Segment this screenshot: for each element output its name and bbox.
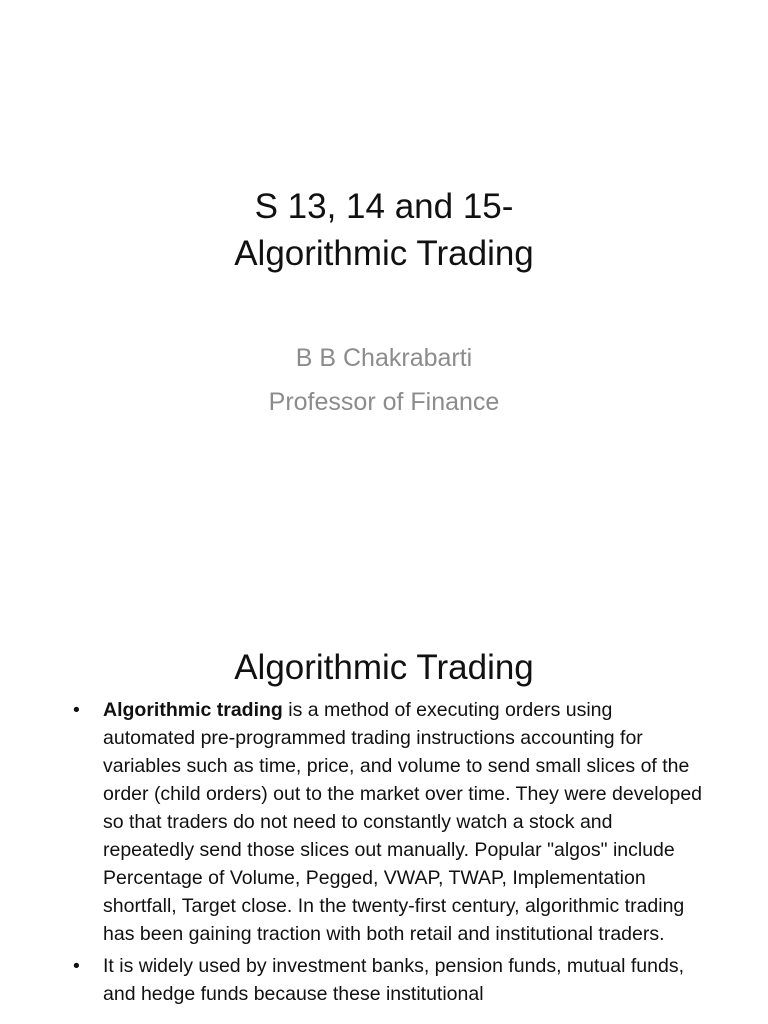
bullet-text: is a method of executing orders using automated pre-programmed trading instructions accounting for variables such as time, price, and volume to send small slices of the order (child orders) out to the market over time. They were developed so that traders do not need to constantly watch a stock and repeatedly send those slices out manually. Popular "algos" include Percentage of Volume, Pegged, VWAP, TWAP, Implementation shortfall, Target close. In the twenty-first century, algorithmic trading has been gaining traction with both retail and institutional traders. bbox=[103, 699, 703, 945]
bullet-bold-term: Algorithmic trading bbox=[103, 699, 283, 721]
slide-title bbox=[0, 183, 768, 277]
bullet-glyph: • bbox=[73, 955, 80, 977]
content-slide bbox=[0, 600, 768, 1024]
bullet-item bbox=[73, 696, 703, 948]
author-name: B B Chakrabarti bbox=[295, 344, 473, 372]
bullet-list bbox=[73, 696, 703, 1012]
bullet-item bbox=[73, 952, 703, 1008]
bullet-glyph: • bbox=[73, 699, 80, 721]
slide-title-line-1: S 13, 14 and 15- bbox=[254, 187, 514, 226]
slide-title-line-2: Algorithmic Trading bbox=[234, 234, 534, 273]
bullet-text: It is widely used by investment banks, pension funds, mutual funds, and hedge funds because these institutional bbox=[103, 955, 684, 1005]
slide-subtitle bbox=[0, 336, 768, 424]
author-title: Professor of Finance bbox=[268, 388, 500, 416]
slide-title: Algorithmic Trading bbox=[234, 648, 534, 687]
